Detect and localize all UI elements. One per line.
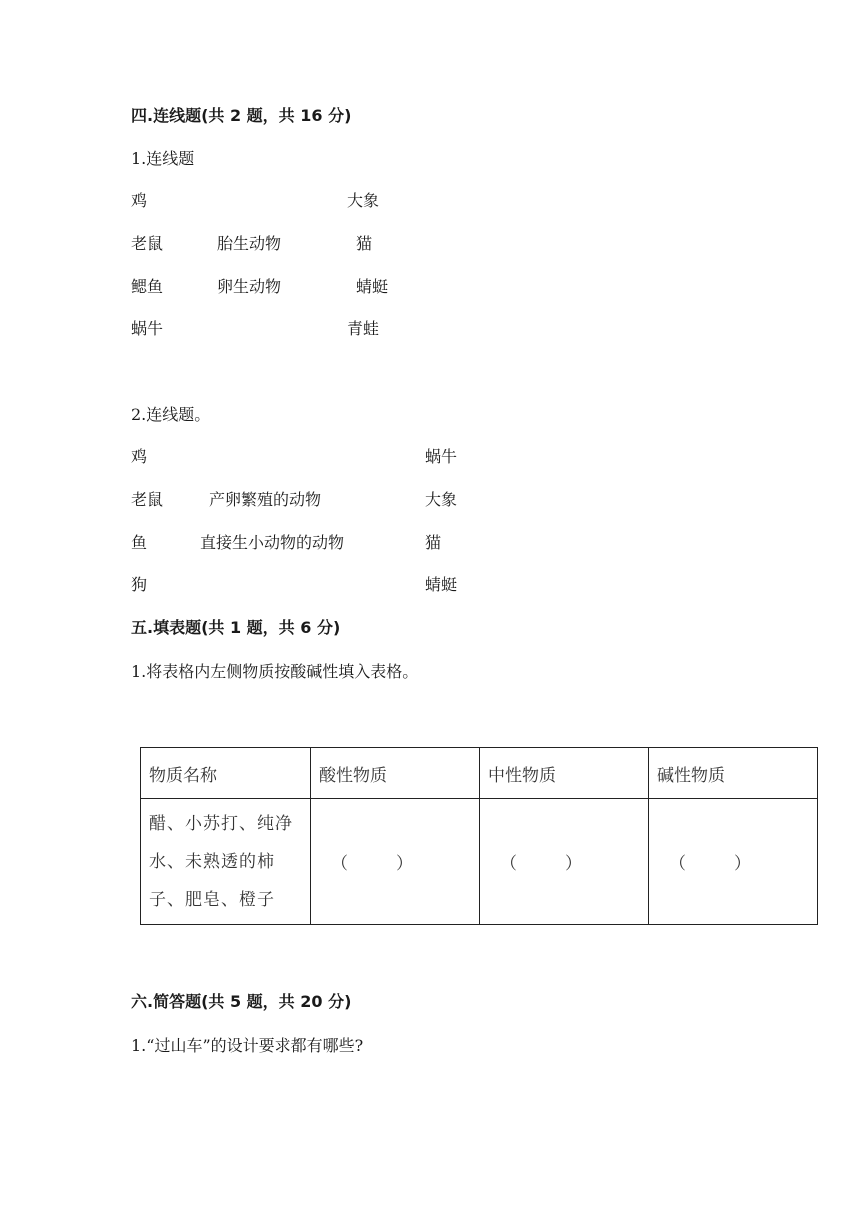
q1-right-item-4[interactable]: 青蛙 [347, 319, 380, 338]
close-paren: ） [565, 854, 582, 874]
open-paren: （ [669, 854, 686, 874]
q1-right-item-3[interactable]: 蜻蜓 [356, 277, 389, 296]
open-paren: （ [331, 854, 348, 874]
table-header-cell: 中性物质 [480, 748, 649, 799]
close-paren: ） [396, 854, 413, 874]
section6-q1-label: 1.“过山车”的设计要求都有哪些? [131, 1036, 364, 1055]
q2-middle-item-2[interactable]: 直接生小动物的动物 [200, 533, 345, 552]
table-header-cell: 物质名称 [141, 748, 311, 799]
acidic-answer-cell[interactable] [311, 799, 480, 925]
q1-right-item-2[interactable]: 猫 [356, 234, 373, 253]
q2-label: 2.连线题。 [131, 405, 211, 424]
q2-middle-item-1[interactable]: 产卵繁殖的动物 [209, 490, 322, 509]
close-paren: ） [734, 854, 751, 874]
q2-left-item-1[interactable]: 鸡 [131, 447, 148, 466]
q2-right-item-1[interactable]: 蜗牛 [425, 447, 458, 466]
table-header-row [141, 748, 818, 799]
neutral-answer-cell[interactable] [480, 799, 649, 925]
section5-q1-label: 1.将表格内左侧物质按酸碱性填入表格。 [131, 662, 419, 681]
q2-left-item-3[interactable]: 鱼 [131, 533, 148, 552]
answer-blank[interactable] [319, 849, 413, 874]
q1-left-item-4[interactable]: 蜗牛 [131, 319, 164, 338]
q2-left-item-2[interactable]: 老鼠 [131, 490, 164, 509]
q1-left-item-1[interactable]: 鸡 [131, 191, 148, 210]
alkaline-answer-cell[interactable] [649, 799, 818, 925]
q1-label: 1.连线题 [131, 149, 195, 168]
answer-blank[interactable] [488, 849, 582, 874]
q1-middle-item-1[interactable]: 胎生动物 [217, 234, 282, 253]
table-header-cell: 酸性物质 [311, 748, 480, 799]
answer-blank[interactable] [657, 849, 751, 874]
section6-title: 六.简答题(共 5 题，共 20 分) [131, 992, 352, 1011]
q2-right-item-3[interactable]: 猫 [425, 533, 442, 552]
q1-left-item-2[interactable]: 老鼠 [131, 234, 164, 253]
substance-list-cell: 醋、小苏打、纯净水、未熟透的柿子、肥皂、橙子 [141, 799, 311, 925]
table-header-cell: 碱性物质 [649, 748, 818, 799]
table-row [141, 799, 818, 925]
q1-right-item-1[interactable]: 大象 [347, 191, 380, 210]
acid-base-table [140, 747, 818, 925]
section4-title: 四.连线题(共 2 题，共 16 分) [131, 106, 352, 125]
q2-right-item-2[interactable]: 大象 [425, 490, 458, 509]
open-paren: （ [500, 854, 517, 874]
q1-left-item-3[interactable]: 鳃鱼 [131, 277, 164, 296]
q2-left-item-4[interactable]: 狗 [131, 575, 148, 594]
q2-right-item-4[interactable]: 蜻蜓 [425, 575, 458, 594]
q1-middle-item-2[interactable]: 卵生动物 [217, 277, 282, 296]
section5-title: 五.填表题(共 1 题，共 6 分) [131, 618, 341, 637]
